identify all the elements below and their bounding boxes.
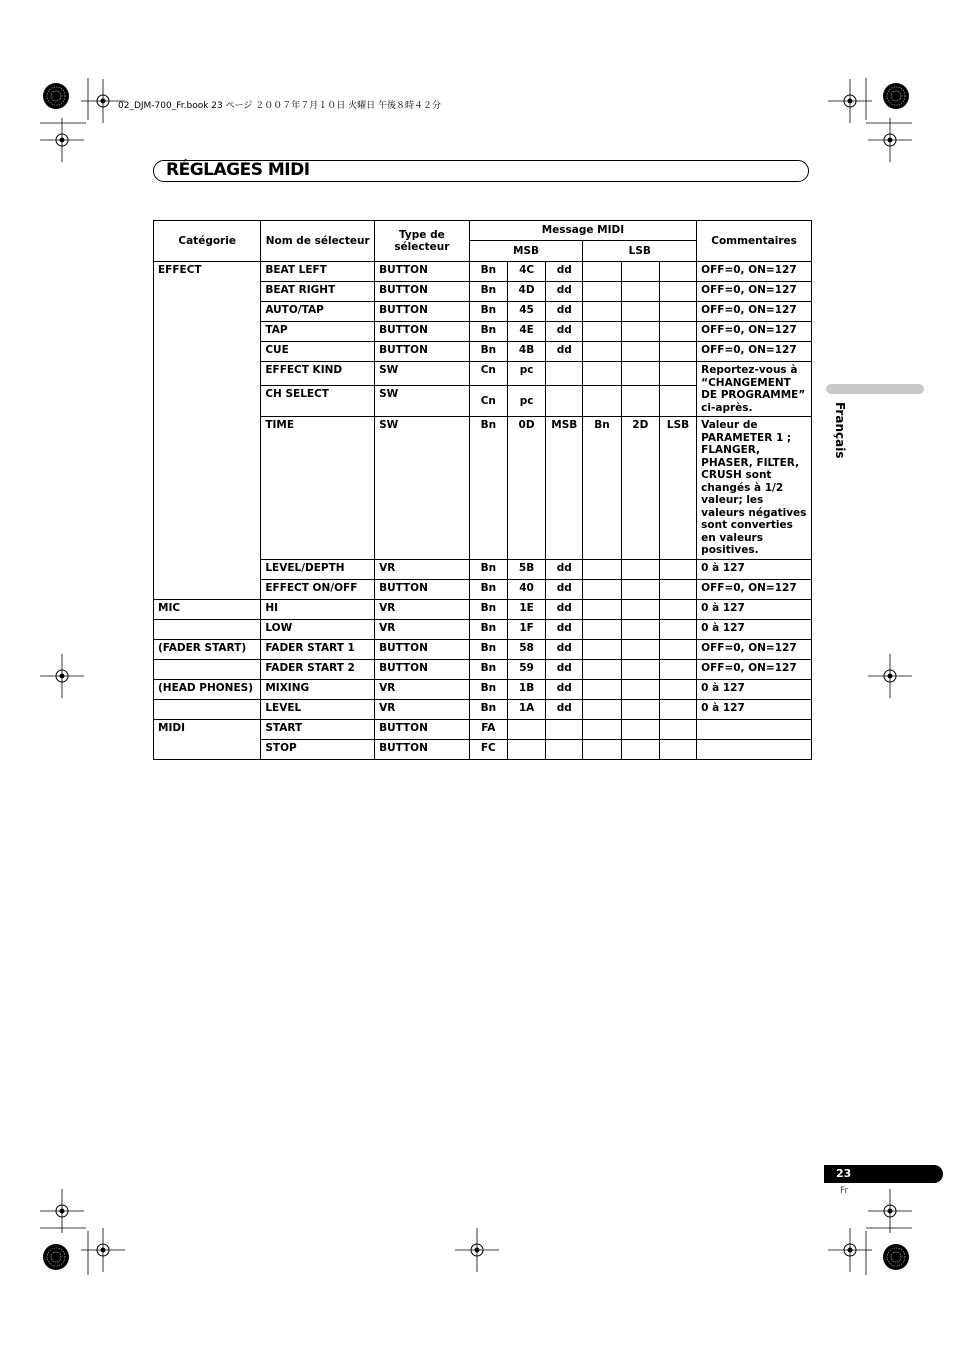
row-comment: OFF=0, ON=127: [697, 639, 812, 659]
msg-cell: [621, 719, 659, 739]
category-mic: MIC: [154, 599, 261, 619]
row-name: LEVEL: [261, 699, 375, 719]
msg-cell: Bn: [469, 302, 507, 322]
msg-cell: Bn: [469, 417, 507, 560]
msg-cell: 2D: [621, 417, 659, 560]
row-type: VR: [375, 599, 470, 619]
msg-cell: Bn: [469, 639, 507, 659]
category-midi: MIDI: [154, 719, 261, 759]
row-name: LOW: [261, 619, 375, 639]
row-comment: 0 à 127: [697, 619, 812, 639]
msg-cell: [659, 579, 696, 599]
msg-cell: [659, 599, 696, 619]
language-tab-label: Français: [833, 402, 847, 459]
row-name: FADER START 2: [261, 659, 375, 679]
row-comment: 0 à 127: [697, 599, 812, 619]
row-type: BUTTON: [375, 659, 470, 679]
msg-cell: [546, 719, 583, 739]
row-comment: [697, 739, 812, 759]
msg-cell: FA: [469, 719, 507, 739]
msg-cell: [621, 699, 659, 719]
msg-cell: 4D: [507, 282, 545, 302]
row-name: AUTO/TAP: [261, 302, 375, 322]
msg-cell: [583, 559, 621, 579]
page-language-code: Fr: [840, 1186, 849, 1196]
table-row: [154, 659, 812, 679]
row-name: HI: [261, 599, 375, 619]
row-type: SW: [375, 362, 470, 386]
msg-cell: 5B: [507, 559, 545, 579]
msg-cell: pc: [507, 362, 545, 386]
msg-cell: 45: [507, 302, 545, 322]
row-comment: 0 à 127: [697, 699, 812, 719]
msg-cell: [659, 679, 696, 699]
msg-cell: Cn: [469, 386, 507, 417]
msg-cell: [583, 659, 621, 679]
row-comment-merged: Reportez-vous à “CHANGEMENT DE PROGRAMME” ci-après.: [697, 362, 812, 417]
msg-cell: [546, 362, 583, 386]
row-type: VR: [375, 679, 470, 699]
header-type: Type de sélecteur: [375, 221, 470, 262]
row-name: BEAT RIGHT: [261, 282, 375, 302]
msg-cell: Bn: [469, 322, 507, 342]
msg-cell: dd: [546, 322, 583, 342]
msg-cell: [621, 619, 659, 639]
msg-cell: Bn: [469, 579, 507, 599]
category-fader-start: (FADER START): [154, 639, 261, 659]
msg-cell: [621, 639, 659, 659]
msg-cell: [621, 679, 659, 699]
msg-cell: 1F: [507, 619, 545, 639]
page-number: 23: [836, 1167, 852, 1180]
msg-cell: pc: [507, 386, 545, 417]
msg-cell: [659, 322, 696, 342]
msg-cell: dd: [546, 599, 583, 619]
row-type: BUTTON: [375, 639, 470, 659]
row-name: TIME: [261, 417, 375, 560]
row-name: STOP: [261, 739, 375, 759]
msg-cell: [546, 386, 583, 417]
msg-cell: 4B: [507, 342, 545, 362]
msg-cell: [583, 639, 621, 659]
msg-cell: [659, 739, 696, 759]
msg-cell: MSB: [546, 417, 583, 560]
row-comment: [697, 719, 812, 739]
msg-cell: Bn: [469, 282, 507, 302]
msg-cell: dd: [546, 659, 583, 679]
msg-cell: dd: [546, 262, 583, 282]
row-comment: OFF=0, ON=127: [697, 282, 812, 302]
msg-cell: [659, 262, 696, 282]
row-type: BUTTON: [375, 322, 470, 342]
row-name: CUE: [261, 342, 375, 362]
msg-cell: 1A: [507, 699, 545, 719]
row-name: FADER START 1: [261, 639, 375, 659]
msg-cell: dd: [546, 302, 583, 322]
header-comments: Commentaires: [697, 221, 812, 262]
msg-cell: [659, 619, 696, 639]
msg-cell: [583, 599, 621, 619]
row-type: BUTTON: [375, 579, 470, 599]
table-row: [154, 619, 812, 639]
msg-cell: Bn: [469, 679, 507, 699]
msg-cell: [583, 619, 621, 639]
midi-settings-table: [153, 220, 812, 760]
msg-cell: [621, 559, 659, 579]
print-file-info: 02_DJM-700_Fr.book 23 ページ ２００７年７月１０日 火曜日 午後８時４２分: [118, 101, 441, 111]
msg-cell: [659, 699, 696, 719]
row-comment: OFF=0, ON=127: [697, 579, 812, 599]
msg-cell: [507, 739, 545, 759]
msg-cell: dd: [546, 342, 583, 362]
msg-cell: [583, 282, 621, 302]
row-comment: 0 à 127: [697, 679, 812, 699]
header-midi-message: Message MIDI: [469, 221, 697, 241]
row-type: SW: [375, 417, 470, 560]
msg-cell: Bn: [469, 342, 507, 362]
category-head-phones: (HEAD PHONES): [154, 679, 261, 699]
row-comment: OFF=0, ON=127: [697, 262, 812, 282]
row-name: BEAT LEFT: [261, 262, 375, 282]
msg-cell: dd: [546, 679, 583, 699]
msg-cell: dd: [546, 282, 583, 302]
row-name: EFFECT KIND: [261, 362, 375, 386]
table-row: [154, 599, 812, 619]
msg-cell: [507, 719, 545, 739]
msg-cell: dd: [546, 579, 583, 599]
msg-cell: 1E: [507, 599, 545, 619]
msg-cell: [659, 386, 696, 417]
row-type: VR: [375, 699, 470, 719]
msg-cell: [621, 342, 659, 362]
header-lsb: LSB: [583, 241, 697, 262]
msg-cell: [583, 302, 621, 322]
msg-cell: [659, 342, 696, 362]
row-type: BUTTON: [375, 282, 470, 302]
msg-cell: [659, 302, 696, 322]
table-row: [154, 262, 812, 282]
msg-cell: [659, 659, 696, 679]
msg-cell: 59: [507, 659, 545, 679]
msg-cell: 4E: [507, 322, 545, 342]
msg-cell: [583, 262, 621, 282]
row-type: VR: [375, 619, 470, 639]
msg-cell: [583, 579, 621, 599]
msg-cell: 40: [507, 579, 545, 599]
msg-cell: 58: [507, 639, 545, 659]
msg-cell: [659, 639, 696, 659]
row-type: VR: [375, 559, 470, 579]
msg-cell: Bn: [583, 417, 621, 560]
msg-cell: [583, 679, 621, 699]
msg-cell: [621, 302, 659, 322]
category-blank: [154, 659, 261, 679]
row-type: BUTTON: [375, 719, 470, 739]
msg-cell: [621, 322, 659, 342]
msg-cell: [621, 599, 659, 619]
msg-cell: [621, 362, 659, 386]
msg-cell: dd: [546, 619, 583, 639]
category-effect: EFFECT: [154, 262, 261, 600]
header-name: Nom de sélecteur: [261, 221, 375, 262]
msg-cell: [621, 579, 659, 599]
section-title-bar: [153, 160, 809, 182]
table-row: [154, 699, 812, 719]
msg-cell: dd: [546, 639, 583, 659]
language-tab-bar: [826, 384, 924, 394]
row-comment: OFF=0, ON=127: [697, 302, 812, 322]
row-name: MIXING: [261, 679, 375, 699]
header-category: Catégorie: [154, 221, 261, 262]
msg-cell: Bn: [469, 699, 507, 719]
msg-cell: Bn: [469, 659, 507, 679]
msg-cell: Cn: [469, 362, 507, 386]
msg-cell: 0D: [507, 417, 545, 560]
msg-cell: [583, 739, 621, 759]
msg-cell: [659, 719, 696, 739]
row-comment: 0 à 127: [697, 559, 812, 579]
msg-cell: [583, 719, 621, 739]
msg-cell: Bn: [469, 619, 507, 639]
msg-cell: [583, 342, 621, 362]
msg-cell: [621, 262, 659, 282]
msg-cell: Bn: [469, 599, 507, 619]
msg-cell: 4C: [507, 262, 545, 282]
msg-cell: [583, 699, 621, 719]
row-type: BUTTON: [375, 739, 470, 759]
section-title: RÉGLAGES MIDI: [166, 160, 310, 180]
row-comment: OFF=0, ON=127: [697, 659, 812, 679]
table-row: [154, 719, 812, 739]
row-comment: Valeur de PARAMETER 1 ; FLANGER, PHASER, FILTER, CRUSH sont changés à 1/2 valeur; les valeurs négatives sont converties en valeurs positives.: [697, 417, 812, 560]
msg-cell: [621, 659, 659, 679]
msg-cell: Bn: [469, 559, 507, 579]
row-name: LEVEL/DEPTH: [261, 559, 375, 579]
table-row: [154, 639, 812, 659]
row-comment: OFF=0, ON=127: [697, 322, 812, 342]
row-name: TAP: [261, 322, 375, 342]
msg-cell: Bn: [469, 262, 507, 282]
row-type: BUTTON: [375, 342, 470, 362]
row-name: START: [261, 719, 375, 739]
row-name: CH SELECT: [261, 386, 375, 417]
msg-cell: [621, 282, 659, 302]
category-blank: [154, 699, 261, 719]
msg-cell: [583, 386, 621, 417]
msg-cell: [621, 386, 659, 417]
row-type: BUTTON: [375, 302, 470, 322]
row-comment: OFF=0, ON=127: [697, 342, 812, 362]
page-number-badge: [824, 1165, 943, 1183]
msg-cell: LSB: [659, 417, 696, 560]
msg-cell: [621, 739, 659, 759]
header-msb: MSB: [469, 241, 583, 262]
msg-cell: [659, 282, 696, 302]
row-name: EFFECT ON/OFF: [261, 579, 375, 599]
msg-cell: [583, 322, 621, 342]
msg-cell: [659, 362, 696, 386]
msg-cell: [583, 362, 621, 386]
msg-cell: dd: [546, 559, 583, 579]
table-row: [154, 679, 812, 699]
msg-cell: [546, 739, 583, 759]
row-type: BUTTON: [375, 262, 470, 282]
category-blank: [154, 619, 261, 639]
msg-cell: dd: [546, 699, 583, 719]
msg-cell: [659, 559, 696, 579]
row-type: SW: [375, 386, 470, 417]
msg-cell: FC: [469, 739, 507, 759]
msg-cell: 1B: [507, 679, 545, 699]
